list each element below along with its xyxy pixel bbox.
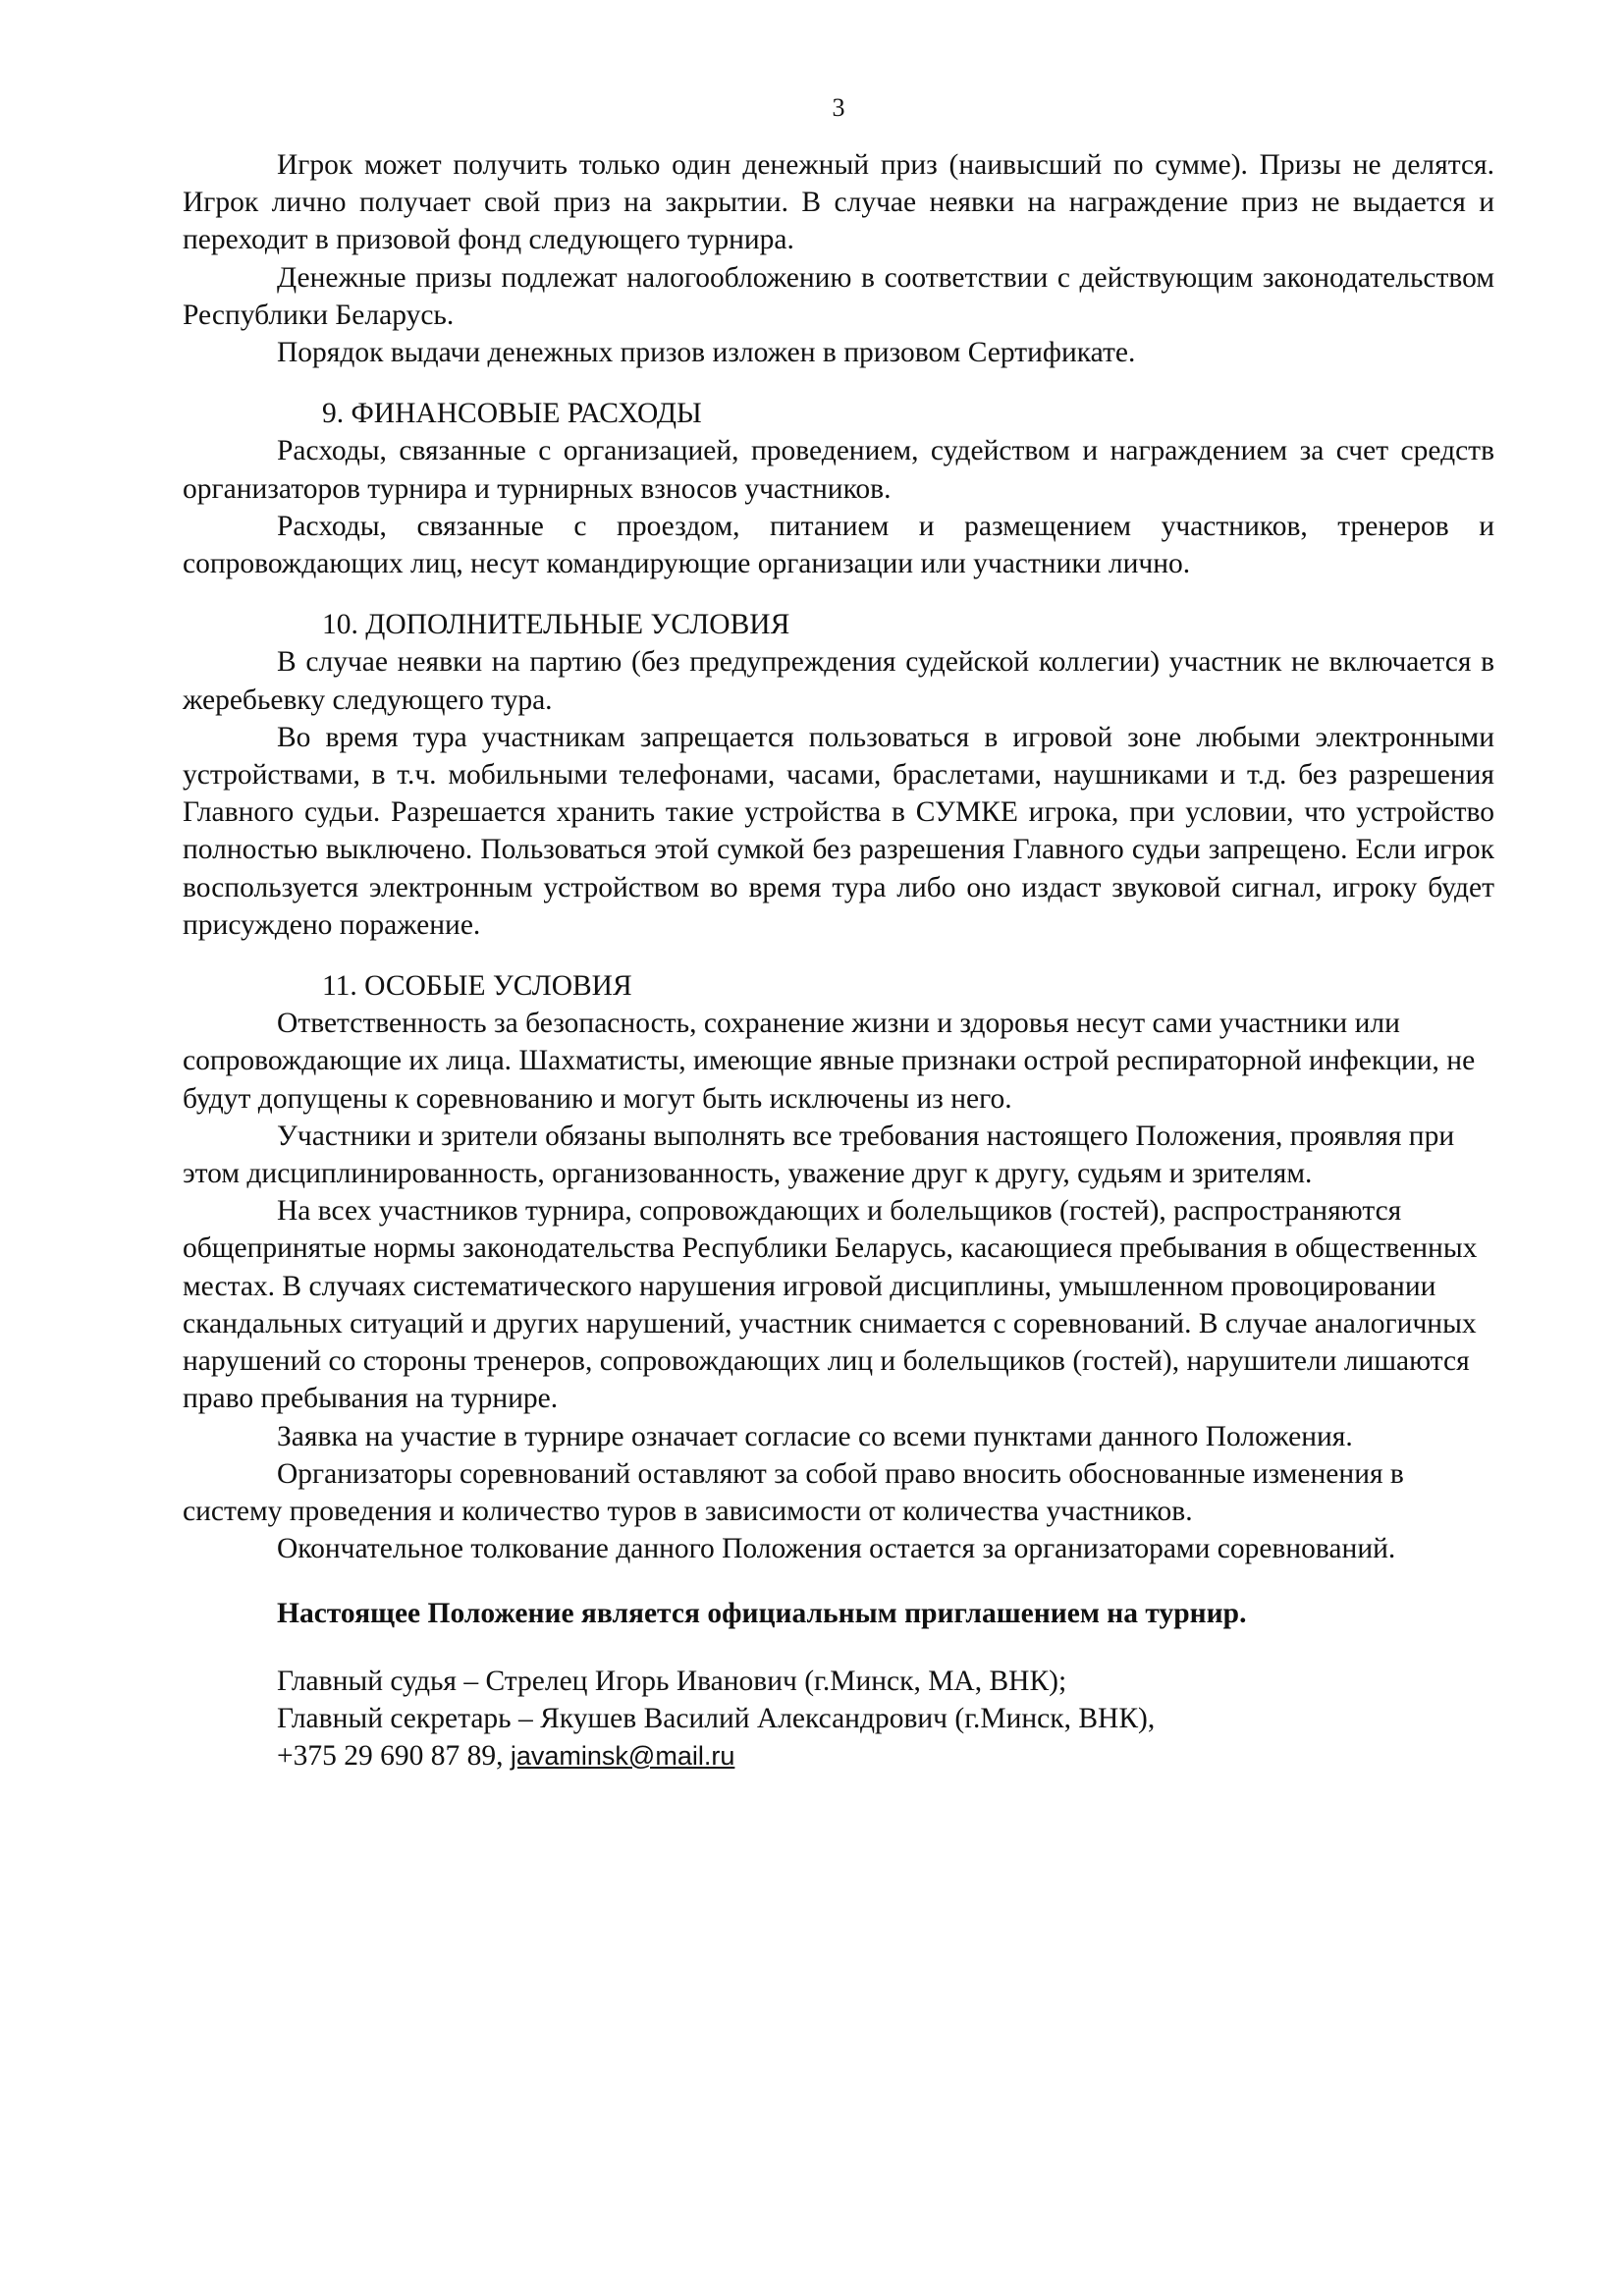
section-11-paragraph-1: Ответственность за безопасность, сохранение жизни и здоровья несут сами участники или сопровождающие их лица. Шахматисты, имеющие явные признаки острой респираторной инфекции, не будут допущены к соревнованию и могут быть исключены из него. — [183, 1008, 1476, 1115]
chief-secretary-line: Главный секретарь – Якушев Василий Александрович (г.Минск, ВНК), — [277, 1702, 1156, 1734]
section-11-paragraph-5: Организаторы соревнований оставляют за собой право вносить обоснованные изменения в систему проведения и количество туров в зависимости от количества участников. — [183, 1457, 1404, 1527]
section-11-paragraph-6: Окончательное толкование данного Положения остается за организаторами соревнований. — [277, 1533, 1396, 1565]
prizes-paragraph-2: Денежные призы подлежат налогообложению в соответствии с действующим законодательством Республики Беларусь. — [183, 261, 1494, 331]
spacer — [183, 1633, 1494, 1663]
section-9-heading: 9. ФИНАНСОВЫЕ РАСХОДЫ — [322, 398, 702, 430]
chief-judge-line: Главный судья – Стрелец Игорь Иванович (г.Минск, МА, ВНК); — [277, 1665, 1067, 1697]
section-10-heading: 10. ДОПОЛНИТЕЛЬНЫЕ УСЛОВИЯ — [322, 609, 790, 641]
section-11-paragraph-2: Участники и зрители обязаны выполнять все требования настоящего Положения, проявляя при этом дисциплинированность, организованность, уважение друг к другу, судьям и зрителям. — [183, 1120, 1455, 1190]
invitation-statement: Настоящее Положение является официальным приглашением на турнир. — [277, 1598, 1247, 1630]
page-number: 3 — [832, 93, 845, 122]
section-11-heading: 11. ОСОБЫЕ УСЛОВИЯ — [322, 970, 632, 1003]
section-11-paragraph-4: Заявка на участие в турнире означает согласие со всеми пунктами данного Положения. — [277, 1420, 1353, 1452]
section-11-paragraph-3: На всех участников турнира, сопровождающих и болельщиков (гостей), распространяются общепринятые нормы законодательства Республики Беларусь, касающиеся пребывания в общественных местах. В случаях систематического нарушения игровой дисциплины, умышленном провоцировании скандальных ситуаций и других нарушений, участник снимается с соревнований. В случае аналогичных нарушений со стороны тренеров, сопровождающих лиц и болельщиков (гостей), нарушители лишаются право пребывания на турнире. — [183, 1195, 1478, 1415]
section-10-paragraph-1: В случае неявки на партию (без предупреждения судейской коллегии) участник не включается в жеребьевку следующего тура. — [183, 646, 1494, 716]
section-9-paragraph-1: Расходы, связанные с организацией, проведением, судейством и награждением за счет средств организаторов турнира и турнирных взносов участников. — [183, 435, 1494, 505]
section-10-paragraph-2: Во время тура участникам запрещается пользоваться в игровой зоне любыми электронными устройствами, в т.ч. мобильными телефонами, часами, браслетами, наушниками и т.д. без разрешения Главного судьи. Разрешается хранить такие устройства в СУМКЕ игрока, при условии, что устройство полностью выключено. Пользоваться этой сумкой без разрешения Главного судьи запрещено. Если игрок воспользуется электронным устройством во время тура либо оно издаст звуковой сигнал, игроку будет присуждено поражение. — [183, 721, 1494, 941]
email-link[interactable]: javaminsk@mail.ru — [510, 1740, 735, 1771]
section-9-paragraph-2: Расходы, связанные с проездом, питанием и размещением участников, тренеров и сопровождающих лиц, несут командирующие организации или участники лично. — [183, 510, 1494, 580]
prizes-paragraph-3: Порядок выдачи денежных призов изложен в призовом Сертификате. — [277, 337, 1136, 369]
contact-line — [183, 1737, 1494, 1775]
phone-number: +375 29 690 87 89, — [277, 1739, 504, 1772]
prizes-paragraph-1: Игрок может получить только один денежный приз (наивысший по сумме). Призы не делятся. Игрок лично получает свой приз на закрытии. В случае неявки на награждение приз не выдается и переходит в призовой фонд следующего турнира. — [183, 149, 1494, 256]
